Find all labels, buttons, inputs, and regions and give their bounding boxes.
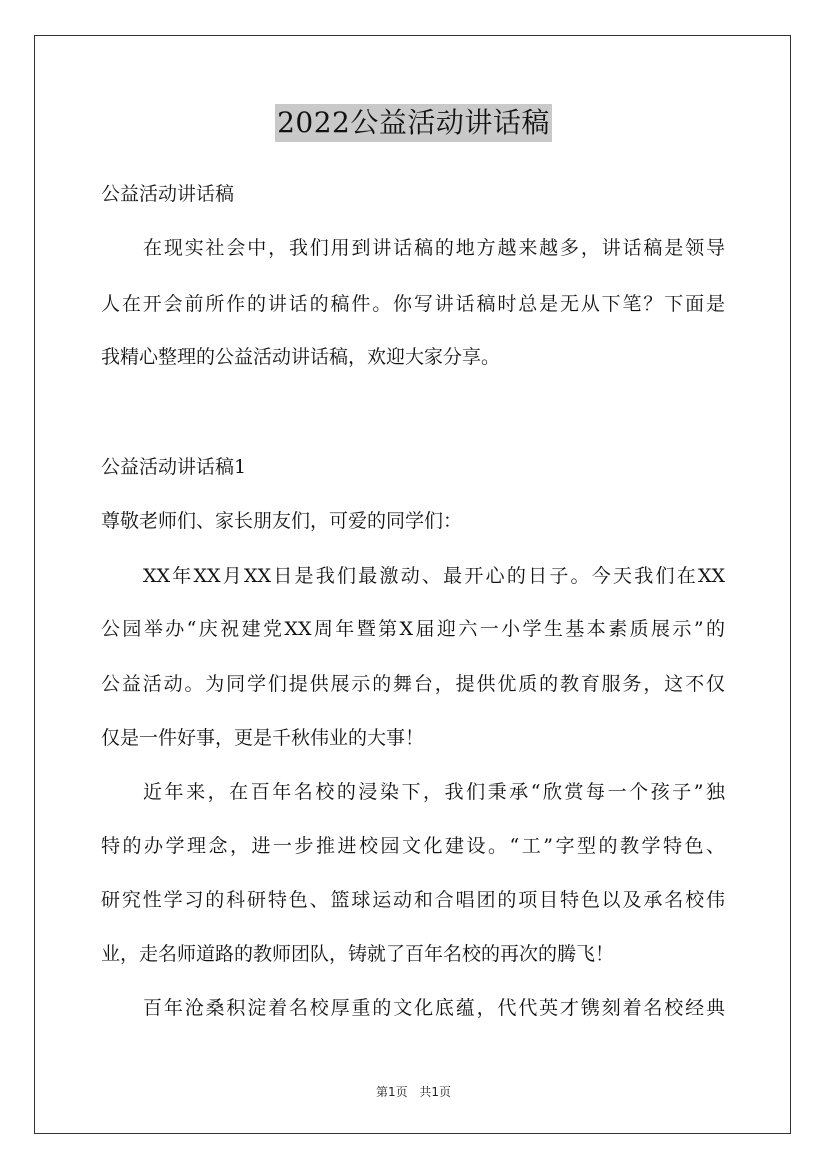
section-heading: 公益活动讲话稿	[101, 183, 235, 205]
paragraph-line: 近年来，在百年名校的浸染下，我们秉承“欣赏每一个孩子”独	[143, 781, 725, 803]
paragraph-line: 百年沧桑积淀着名校厚重的文化底蕴，代代英才镌刻着名校经典	[143, 997, 725, 1019]
title-container	[0, 104, 827, 142]
paragraph-line: 特的办学理念，进一步推进校园文化建设。“工”字型的教学特色、	[101, 835, 725, 857]
paragraph-line: 公益活动。为同学们提供展示的舞台，提供优质的教育服务，这不仅	[101, 673, 725, 695]
salutation: 尊敬老师们、家长朋友们，可爱的同学们：	[101, 510, 463, 532]
page-number: 第1页	[375, 1085, 408, 1099]
paragraph-line: 业，走名师道路的教师团队，铸就了百年名校的再次的腾飞！	[101, 943, 615, 965]
speech-heading: 公益活动讲话稿1	[101, 456, 247, 478]
paragraph-line: 在现实社会中，我们用到讲话稿的地方越来越多，讲话稿是领导	[143, 237, 725, 259]
page-count: 共1页	[419, 1085, 452, 1099]
paragraph-line: 仅是一件好事，更是千秋伟业的大事！	[101, 727, 425, 749]
paragraph-line: 我精心整理的公益活动讲话稿，欢迎大家分享。	[101, 346, 501, 368]
paragraph-line: 人在开会前所作的讲话的稿件。你写讲话稿时总是无从下笔？下面是	[101, 293, 725, 315]
paragraph-line: 研究性学习的科研特色、篮球运动和合唱团的项目特色以及承名校伟	[101, 889, 725, 911]
paragraph-line: XX年XX月XX日是我们最激动、最开心的日子。今天我们在XX	[143, 565, 725, 587]
paragraph-line: 公园举办“庆祝建党XX周年暨第X届迎六一小学生基本素质展示”的	[101, 618, 725, 640]
document-title: 2022公益活动讲话稿	[275, 104, 552, 142]
page-footer	[0, 1083, 827, 1100]
